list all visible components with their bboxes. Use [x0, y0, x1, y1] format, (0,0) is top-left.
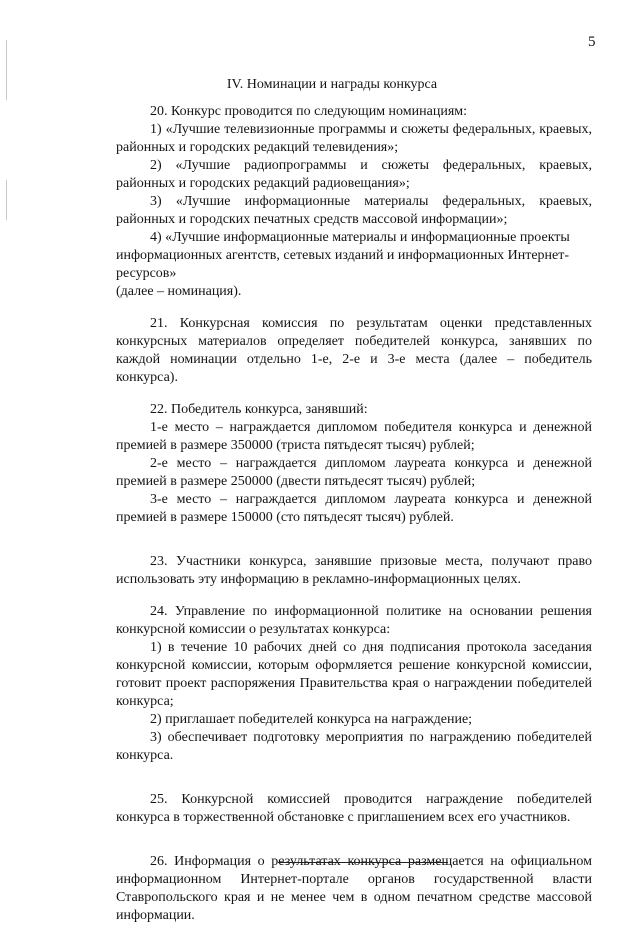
paragraph-26: 26. Информация о результатах конкурса размещается на официальном информационном Интернет-портале органов государственной власти Ставропольского края и не менее чем в одном печатном средстве массовой информации.: [116, 854, 592, 923]
list-item-22-1: 1-е место – награждается дипломом победителя конкурса и денежной премией в размере 350000 (триста пятьдесят тысяч) рублей;: [116, 420, 592, 453]
list-item-20-3: 3) «Лучшие информационные материалы федеральных, краевых, районных и городских печатных средств массовой информации»;: [116, 194, 592, 227]
list-item-20-2: 2) «Лучшие радиопрограммы и сюжеты федеральных, краевых, районных и городских редакций радиовещания»;: [116, 158, 592, 191]
paragraph-20-end: (далее – номинация).: [116, 284, 242, 299]
scan-margin-mark: [6, 180, 7, 220]
closing-rule: [278, 862, 448, 863]
list-item-22-3: 3-е место – награждается дипломом лауреата конкурса и денежной премией в размере 150000 (сто пятьдесят тысяч) рублей.: [116, 492, 592, 525]
paragraph-24: 24. Управление по информационной политике на основании решения конкурсной комиссии о результатах конкурса:: [116, 604, 592, 637]
section-title: IV. Номинации и награды конкурса: [226, 77, 438, 92]
paragraph-23: 23. Участники конкурса, занявшие призовые места, получают право использовать эту информацию в рекламно-информационных целях.: [116, 554, 592, 587]
paragraph-21: 21. Конкурсная комиссия по результатам оценки представленных конкурсных материалов определяет победителей конкурса, занявших по каждой номинации отдельно 1-е, 2-е и 3-е места (далее – победитель конкурса).: [116, 316, 592, 385]
paragraph-25: 25. Конкурсной комиссией проводится награждение победителей конкурса в торжественной обстановке с приглашением всех его участников.: [116, 792, 592, 825]
list-item-20-1: 1) «Лучшие телевизионные программы и сюжеты федеральных, краевых, районных и городских редакций телевидения»;: [116, 122, 592, 155]
page-number: 5: [588, 34, 596, 50]
list-item-24-1: 1) в течение 10 рабочих дней со дня подписания протокола заседания конкурсной комиссии, которым оформляется решение конкурсной комиссии, готовит проект распоряжения Правительства края о награждении победителей конкурса;: [116, 640, 592, 709]
list-item-24-2: 2) приглашает победителей конкурса на награждение;: [150, 712, 473, 727]
list-item-22-2: 2-е место – награждается дипломом лауреата конкурса и денежной премией в размере 250000 (двести пятьдесят тысяч) рублей;: [116, 456, 592, 489]
paragraph-20: 20. Конкурс проводится по следующим номинациям:: [150, 104, 468, 119]
document-body: [116, 103, 592, 925]
list-item-20-4: 4) «Лучшие информационные материалы и информационные проекты информационных агентств, сетевых изданий и информационных Интернет-ресурсов»: [116, 230, 570, 281]
list-item-24-3: 3) обеспечивает подготовку мероприятия по награждению победителей конкурса.: [116, 730, 592, 763]
paragraph-22: 22. Победитель конкурса, занявший:: [150, 402, 368, 417]
